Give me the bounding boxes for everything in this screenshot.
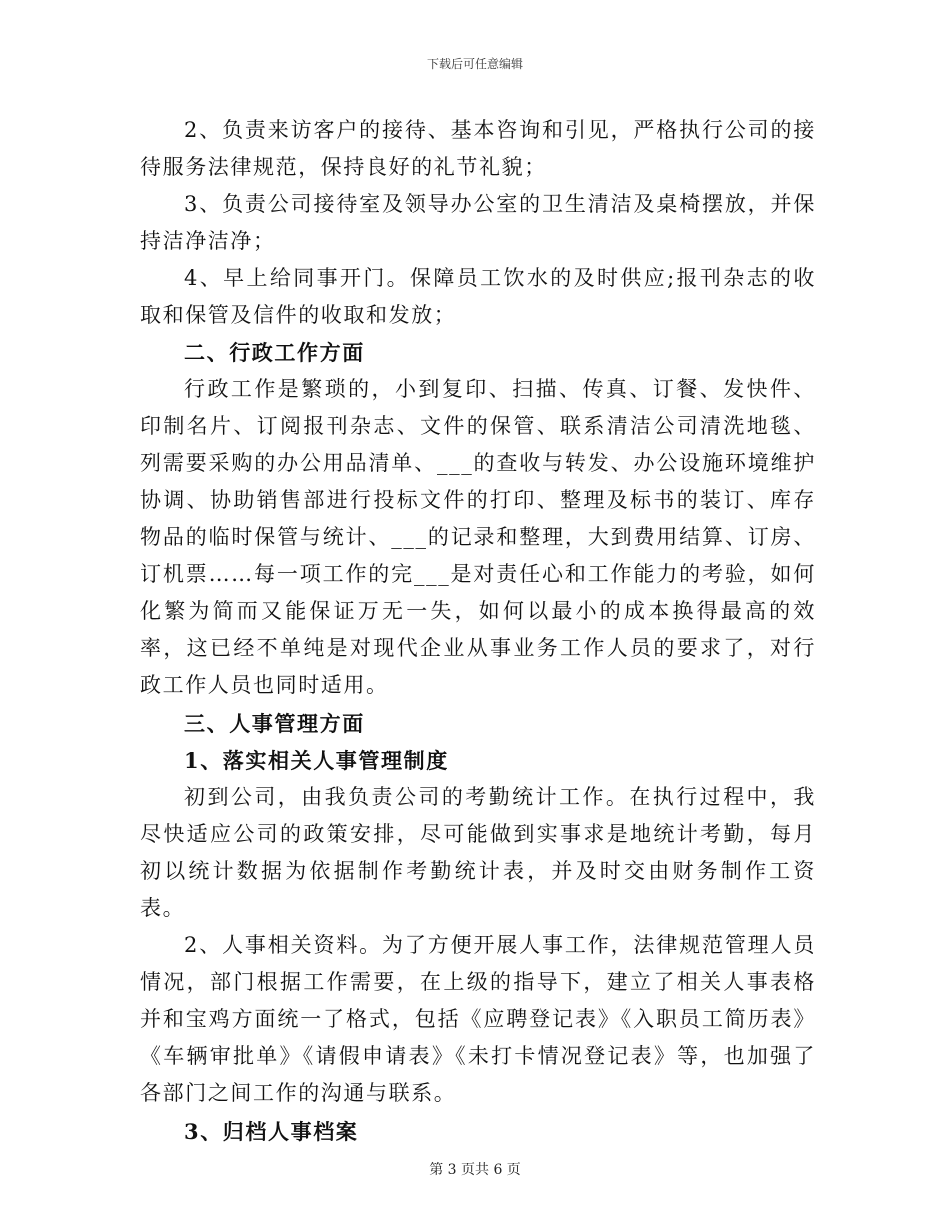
paragraph-cleaning: 3、负责公司接待室及领导办公室的卫生清洁及桌椅摆放，并保持洁净洁净； xyxy=(140,192,816,253)
document-body xyxy=(140,112,816,1150)
subheading-hr-archive: 3、归档人事档案 xyxy=(184,1119,359,1144)
paragraph-attendance: 初到公司，由我负责公司的考勤统计工作。在执行过程中，我尽快适应公司的政策安排，尽可能做到实事求是地统计考勤，每月初以统计数据为依据制作考勤统计表，并及时交由财务制作工资表。 xyxy=(140,785,816,920)
section-heading-admin: 二、行政工作方面 xyxy=(184,340,365,365)
paragraph-admin-work: 行政工作是繁琐的，小到复印、扫描、传真、订餐、发快件、印制名片、订阅报刊杂志、文件的保管、联系清洁公司清洗地毯、列需要采购的办公用品清单、___的查收与转发、办公设施环境维护协调、协助销售部进行投标文件的打印、整理及标书的装订、库存物品的临时保管与统计、___的记录和整理，大到费用结算、订房、订机票……每一项工作的完___是对责任心和工作能力的考验，如何化繁为简而又能保证万无一失，如何以最小的成本换得最高的效率，这已经不单纯是对现代企业从事业务工作人员的要求了，对行政工作人员也同时适用。 xyxy=(140,377,816,697)
paragraph-hr-materials: 2、人事相关资料。为了方便开展人事工作，法律规范管理人员情况，部门根据工作需要，在上级的指导下，建立了相关人事表格并和宝鸡方面统一了格式，包括《应聘登记表》《入职员工简历表》《车辆审批单》《请假申请表》《未打卡情况登记表》等，也加强了各部门之间工作的沟通与联系。 xyxy=(140,933,816,1105)
paragraph-reception: 2、负责来访客户的接待、基本咨询和引见，严格执行公司的接待服务法律规范，保持良好的礼节礼貌； xyxy=(140,118,816,179)
paragraph-morning-duties: 4、早上给同事开门。保障员工饮水的及时供应;报刊杂志的收取和保管及信件的收取和发放； xyxy=(140,266,816,327)
page-footer: 第 3 页共 6 页 xyxy=(429,1162,521,1178)
subheading-hr-policy: 1、落实相关人事管理制度 xyxy=(184,748,449,773)
section-heading-hr: 三、人事管理方面 xyxy=(184,711,365,736)
page-header: 下载后可任意编辑 xyxy=(426,57,523,71)
